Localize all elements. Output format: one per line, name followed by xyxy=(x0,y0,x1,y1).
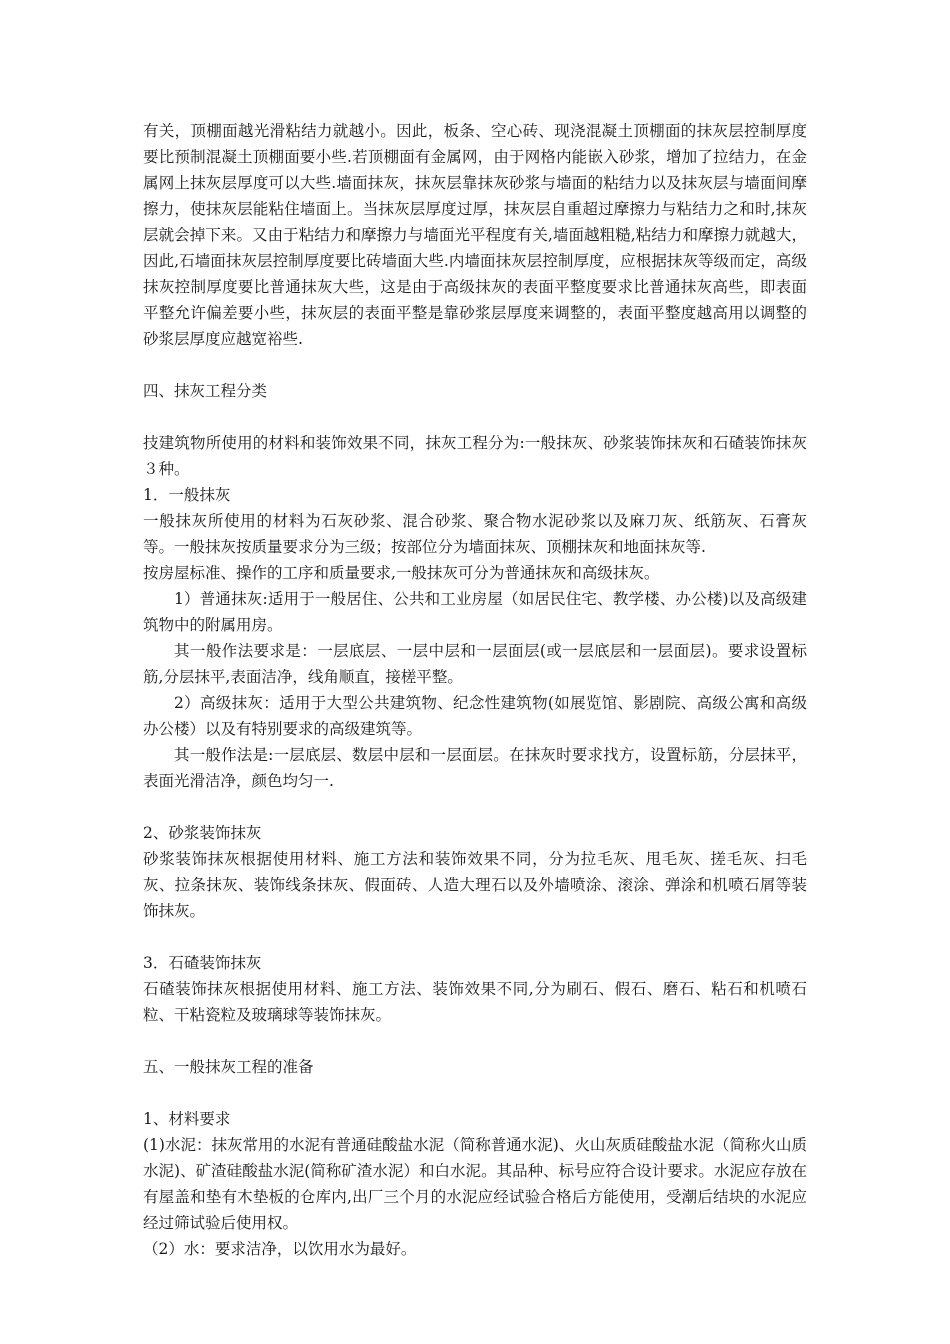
general-plaster-heading: 1．一般抹灰 xyxy=(143,486,231,504)
stone-decorative-paragraph: 石碴装饰抹灰根据使用材料、施工方法、装饰效果不同,分为刷石、假石、磨石、粘石和机喷石粒、干粘瓷粒及玻璃球等装饰抹灰。 xyxy=(143,980,807,1024)
general-plaster-paragraph-2: 按房屋标准、操作的工序和质量要求,一般抹灰可分为普通抹灰和高级抹灰。 xyxy=(143,564,660,582)
stone-decorative-heading: 3．石碴装饰抹灰 xyxy=(143,954,262,972)
spacer xyxy=(143,404,807,430)
spacer xyxy=(143,794,807,820)
spacer xyxy=(143,924,807,950)
advanced-plaster-item: 2）高级抹灰：适用于大型公共建筑物、纪念性建筑物(如展览馆、影剧院、高级公寓和高级办公楼）以及有特别要求的高级建筑等。 xyxy=(143,694,807,738)
general-plaster-paragraph-1: 一般抹灰所使用的材料为石灰砂浆、混合砂浆、聚合物水泥砂浆以及麻刀灰、纸筋灰、石膏灰等。一般抹灰按质量要求分为三级；按部位分为墙面抹灰、顶棚抹灰和地面抹灰等. xyxy=(143,512,807,556)
advanced-plaster-method: 其一般作法是:一层底层、数层中层和一层面层。在抹灰时要求找方，设置标筋，分层抹平，表面光滑洁净，颜色均匀一. xyxy=(143,746,807,790)
water-paragraph: （2）水：要求洁净，以饮用水为最好。 xyxy=(143,1240,417,1258)
spacer xyxy=(143,352,807,378)
section-four-intro: 技建筑物所使用的材料和装饰效果不同，抹灰工程分为:一般抹灰、砂浆装饰抹灰和石碴装饰抹灰３种。 xyxy=(143,434,807,478)
section-four-heading: 四、抹灰工程分类 xyxy=(143,382,268,400)
ordinary-plaster-item: 1）普通抹灰:适用于一般居住、公共和工业房屋（如居民住宅、教学楼、办公楼)以及高级建筑物中的附属用房。 xyxy=(143,590,807,634)
spacer xyxy=(143,1028,807,1054)
cement-paragraph: (1)水泥：抹灰常用的水泥有普通硅酸盐水泥（简称普通水泥)、火山灰质硅酸盐水泥（简称火山质水泥)、矿渣硅酸盐水泥(简称矿渣水泥）和白水泥。其品种、标号应符合设计要求。水泥应存放在有屋盖和垫有木垫板的仓库内,出厂三个月的水泥应经试验合格后方能使用，受潮后结块的水泥应经过筛试验后使用权。 xyxy=(143,1136,807,1232)
section-five-heading: 五、一般抹灰工程的准备 xyxy=(143,1058,314,1076)
document-page xyxy=(143,118,807,1262)
intro-paragraph: 有关，顶棚面越光滑粘结力就越小。因此，板条、空心砖、现浇混凝土顶棚面的抹灰层控制厚度要比预制混凝土顶棚面要小些.若顶棚面有金属网，由于网格内能嵌入砂浆，增加了拉结力，在金属网上抹灰层厚度可以大些.墙面抹灰，抹灰层靠抹灰砂浆与墙面的粘结力以及抹灰层与墙面间摩擦力，使抹灰层能粘住墙面上。当抹灰层厚度过厚，抹灰层自重超过摩擦力与粘结力之和时,抹灰层就会掉下来。又由于粘结力和摩擦力与墙面光平程度有关,墙面越粗糙,粘结力和摩擦力就越大，因此,石墙面抹灰层控制厚度要比砖墙面大些.内墙面抹灰层控制厚度，应根据抹灰等级而定，高级抹灰控制厚度要比普通抹灰大些，这是由于高级抹灰的表面平整度要求比普通抹灰高些，即表面平整允许偏差要小些，抹灰层的表面平整是靠砂浆层厚度来调整的，表面平整度越高用以调整的砂浆层厚度应越宽裕些. xyxy=(143,122,807,348)
materials-heading: 1、材料要求 xyxy=(143,1110,231,1128)
ordinary-plaster-method: 其一般作法要求是：一层底层、一层中层和一层面层(或一层底层和一层面层)。要求设置标筋,分层抹平,表面洁净，线角顺直，接槎平整。 xyxy=(143,642,807,686)
mortar-decorative-paragraph: 砂浆装饰抹灰根据使用材料、施工方法和装饰效果不同，分为拉毛灰、甩毛灰、搓毛灰、扫毛灰、拉条抹灰、装饰线条抹灰、假面砖、人造大理石以及外墙喷涂、滚涂、弹涂和机喷石屑等装饰抹灰。 xyxy=(143,850,807,920)
spacer xyxy=(143,1080,807,1106)
mortar-decorative-heading: 2、砂浆装饰抹灰 xyxy=(143,824,262,842)
